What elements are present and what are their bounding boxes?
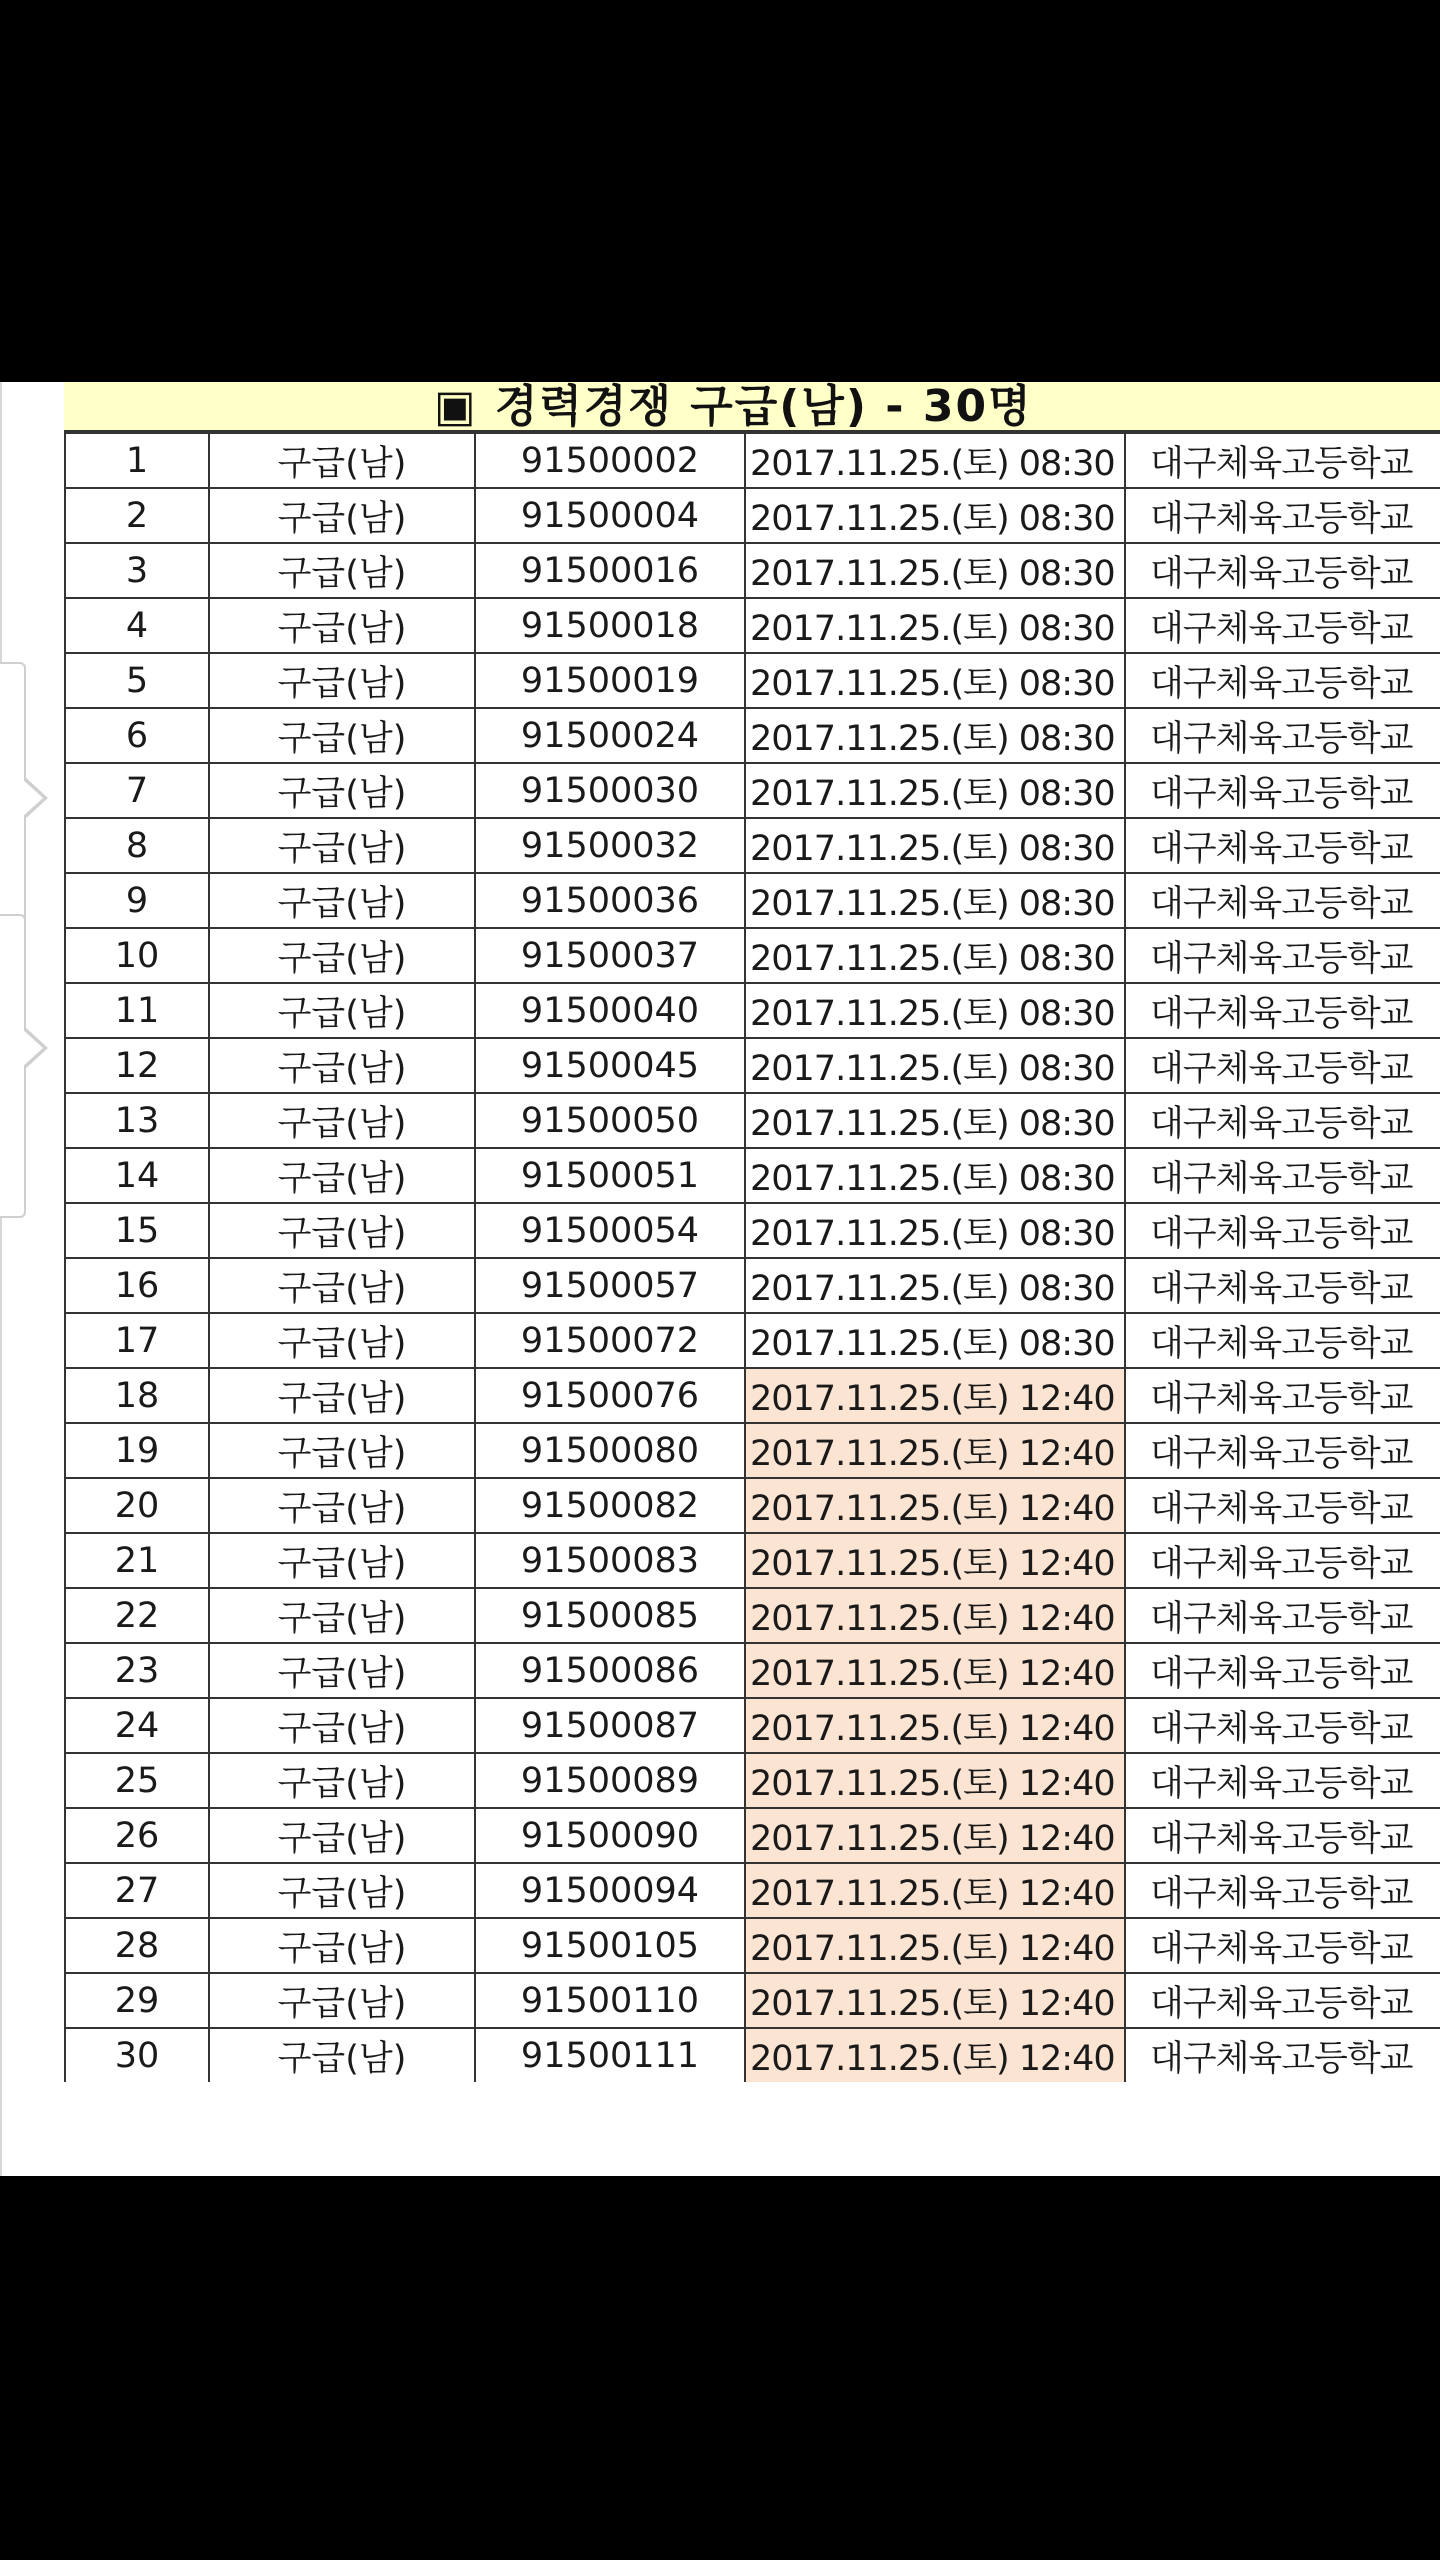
exam-number-cell: 91500105 <box>475 1918 745 1973</box>
exam-number-cell: 91500019 <box>475 653 745 708</box>
category-cell: 구급(남) <box>209 543 475 598</box>
location-cell: 대구체육고등학교 <box>1125 1478 1440 1533</box>
exam-number-cell: 91500050 <box>475 1093 745 1148</box>
row-number-cell: 6 <box>65 708 209 763</box>
location-cell: 대구체육고등학교 <box>1125 1203 1440 1258</box>
row-number-cell: 23 <box>65 1643 209 1698</box>
row-number-cell: 29 <box>65 1973 209 2028</box>
row-number-cell: 7 <box>65 763 209 818</box>
table-row <box>65 928 1440 983</box>
location-cell: 대구체육고등학교 <box>1125 1863 1440 1918</box>
row-number-cell: 13 <box>65 1093 209 1148</box>
row-number-cell: 3 <box>65 543 209 598</box>
location-cell: 대구체육고등학교 <box>1125 983 1440 1038</box>
datetime-cell: 2017.11.25.(토) 08:30 <box>745 983 1125 1038</box>
schedule-table-wrapper <box>64 382 1440 2082</box>
exam-number-cell: 91500072 <box>475 1313 745 1368</box>
exam-number-cell: 91500090 <box>475 1808 745 1863</box>
table-row <box>65 1478 1440 1533</box>
category-cell: 구급(남) <box>209 928 475 983</box>
location-cell: 대구체육고등학교 <box>1125 1038 1440 1093</box>
row-number-cell: 21 <box>65 1533 209 1588</box>
location-cell: 대구체육고등학교 <box>1125 598 1440 653</box>
category-cell: 구급(남) <box>209 873 475 928</box>
location-cell: 대구체육고등학교 <box>1125 873 1440 928</box>
datetime-cell: 2017.11.25.(토) 08:30 <box>745 928 1125 983</box>
exam-number-cell: 91500051 <box>475 1148 745 1203</box>
location-cell: 대구체육고등학교 <box>1125 1753 1440 1808</box>
exam-number-cell: 91500094 <box>475 1863 745 1918</box>
exam-number-cell: 91500086 <box>475 1643 745 1698</box>
category-cell: 구급(남) <box>209 708 475 763</box>
row-number-cell: 26 <box>65 1808 209 1863</box>
category-cell: 구급(남) <box>209 1423 475 1478</box>
exam-number-cell: 91500082 <box>475 1478 745 1533</box>
spreadsheet-image-viewer <box>0 382 1440 2176</box>
table-row <box>65 598 1440 653</box>
location-cell: 대구체육고등학교 <box>1125 488 1440 543</box>
category-cell: 구급(남) <box>209 653 475 708</box>
table-row <box>65 1973 1440 2028</box>
row-number-cell: 9 <box>65 873 209 928</box>
category-cell: 구급(남) <box>209 1588 475 1643</box>
table-row <box>65 1698 1440 1753</box>
exam-number-cell: 91500045 <box>475 1038 745 1093</box>
exam-number-cell: 91500083 <box>475 1533 745 1588</box>
datetime-cell: 2017.11.25.(토) 12:40 <box>745 1863 1125 1918</box>
datetime-cell: 2017.11.25.(토) 12:40 <box>745 1588 1125 1643</box>
category-cell: 구급(남) <box>209 1643 475 1698</box>
category-cell: 구급(남) <box>209 433 475 488</box>
location-cell: 대구체육고등학교 <box>1125 1423 1440 1478</box>
location-cell: 대구체육고등학교 <box>1125 708 1440 763</box>
exam-number-cell: 91500054 <box>475 1203 745 1258</box>
exam-number-cell: 91500004 <box>475 488 745 543</box>
schedule-table <box>64 432 1440 2082</box>
category-cell: 구급(남) <box>209 1973 475 2028</box>
row-number-cell: 30 <box>65 2028 209 2082</box>
exam-number-cell: 91500018 <box>475 598 745 653</box>
category-cell: 구급(남) <box>209 1258 475 1313</box>
category-cell: 구급(남) <box>209 1148 475 1203</box>
category-cell: 구급(남) <box>209 1313 475 1368</box>
location-cell: 대구체육고등학교 <box>1125 1588 1440 1643</box>
location-cell: 대구체육고등학교 <box>1125 1258 1440 1313</box>
exam-number-cell: 91500111 <box>475 2028 745 2082</box>
table-row <box>65 1093 1440 1148</box>
datetime-cell: 2017.11.25.(토) 12:40 <box>745 1478 1125 1533</box>
category-cell: 구급(남) <box>209 1863 475 1918</box>
row-number-cell: 20 <box>65 1478 209 1533</box>
table-row <box>65 2028 1440 2082</box>
row-number-cell: 2 <box>65 488 209 543</box>
exam-number-cell: 91500057 <box>475 1258 745 1313</box>
chevron-right-icon <box>24 1026 48 1070</box>
datetime-cell: 2017.11.25.(토) 08:30 <box>745 1203 1125 1258</box>
row-number-cell: 1 <box>65 433 209 488</box>
next-page-tab[interactable] <box>0 914 26 1218</box>
category-cell: 구급(남) <box>209 1753 475 1808</box>
table-row <box>65 873 1440 928</box>
category-cell: 구급(남) <box>209 763 475 818</box>
row-number-cell: 12 <box>65 1038 209 1093</box>
location-cell: 대구체육고등학교 <box>1125 1148 1440 1203</box>
location-cell: 대구체육고등학교 <box>1125 1643 1440 1698</box>
location-cell: 대구체육고등학교 <box>1125 2028 1440 2082</box>
location-cell: 대구체육고등학교 <box>1125 1808 1440 1863</box>
exam-number-cell: 91500024 <box>475 708 745 763</box>
category-cell: 구급(남) <box>209 1368 475 1423</box>
datetime-cell: 2017.11.25.(토) 08:30 <box>745 1093 1125 1148</box>
table-row <box>65 1753 1440 1808</box>
table-row <box>65 983 1440 1038</box>
chevron-right-icon <box>24 776 48 820</box>
exam-number-cell: 91500016 <box>475 543 745 598</box>
row-number-cell: 28 <box>65 1918 209 1973</box>
location-cell: 대구체육고등학교 <box>1125 818 1440 873</box>
category-cell: 구급(남) <box>209 983 475 1038</box>
location-cell: 대구체육고등학교 <box>1125 1698 1440 1753</box>
row-number-cell: 24 <box>65 1698 209 1753</box>
location-cell: 대구체육고등학교 <box>1125 763 1440 818</box>
category-cell: 구급(남) <box>209 1478 475 1533</box>
location-cell: 대구체육고등학교 <box>1125 433 1440 488</box>
datetime-cell: 2017.11.25.(토) 08:30 <box>745 873 1125 928</box>
category-cell: 구급(남) <box>209 1808 475 1863</box>
datetime-cell: 2017.11.25.(토) 08:30 <box>745 763 1125 818</box>
category-cell: 구급(남) <box>209 1203 475 1258</box>
table-row <box>65 1423 1440 1478</box>
row-number-cell: 18 <box>65 1368 209 1423</box>
row-number-cell: 17 <box>65 1313 209 1368</box>
category-cell: 구급(남) <box>209 1038 475 1093</box>
location-cell: 대구체육고등학교 <box>1125 1973 1440 2028</box>
table-row <box>65 1588 1440 1643</box>
table-row <box>65 653 1440 708</box>
row-number-cell: 11 <box>65 983 209 1038</box>
table-row <box>65 488 1440 543</box>
location-cell: 대구체육고등학교 <box>1125 1533 1440 1588</box>
table-row <box>65 543 1440 598</box>
row-number-cell: 5 <box>65 653 209 708</box>
category-cell: 구급(남) <box>209 2028 475 2082</box>
exam-number-cell: 91500087 <box>475 1698 745 1753</box>
location-cell: 대구체육고등학교 <box>1125 543 1440 598</box>
left-edge <box>0 382 2 2176</box>
exam-number-cell: 91500040 <box>475 983 745 1038</box>
row-number-cell: 25 <box>65 1753 209 1808</box>
row-number-cell: 16 <box>65 1258 209 1313</box>
table-row <box>65 433 1440 488</box>
datetime-cell: 2017.11.25.(토) 12:40 <box>745 1368 1125 1423</box>
category-cell: 구급(남) <box>209 488 475 543</box>
table-title: ▣ 경력경쟁 구급(남) - 30명 <box>434 382 1033 432</box>
exam-number-cell: 91500002 <box>475 433 745 488</box>
datetime-cell: 2017.11.25.(토) 08:30 <box>745 653 1125 708</box>
table-row <box>65 1368 1440 1423</box>
datetime-cell: 2017.11.25.(토) 08:30 <box>745 433 1125 488</box>
exam-number-cell: 91500036 <box>475 873 745 928</box>
table-row <box>65 1038 1440 1093</box>
datetime-cell: 2017.11.25.(토) 12:40 <box>745 1808 1125 1863</box>
datetime-cell: 2017.11.25.(토) 08:30 <box>745 1313 1125 1368</box>
table-row <box>65 1808 1440 1863</box>
datetime-cell: 2017.11.25.(토) 08:30 <box>745 708 1125 763</box>
exam-number-cell: 91500080 <box>475 1423 745 1478</box>
table-row <box>65 1918 1440 1973</box>
row-number-cell: 14 <box>65 1148 209 1203</box>
location-cell: 대구체육고등학교 <box>1125 1918 1440 1973</box>
row-number-cell: 10 <box>65 928 209 983</box>
datetime-cell: 2017.11.25.(토) 12:40 <box>745 1423 1125 1478</box>
datetime-cell: 2017.11.25.(토) 08:30 <box>745 1258 1125 1313</box>
datetime-cell: 2017.11.25.(토) 12:40 <box>745 2028 1125 2082</box>
datetime-cell: 2017.11.25.(토) 12:40 <box>745 1698 1125 1753</box>
exam-number-cell: 91500110 <box>475 1973 745 2028</box>
exam-number-cell: 91500076 <box>475 1368 745 1423</box>
location-cell: 대구체육고등학교 <box>1125 1313 1440 1368</box>
table-title-bar <box>64 382 1440 432</box>
location-cell: 대구체육고등학교 <box>1125 1368 1440 1423</box>
category-cell: 구급(남) <box>209 1533 475 1588</box>
row-number-cell: 15 <box>65 1203 209 1258</box>
table-row <box>65 1203 1440 1258</box>
location-cell: 대구체육고등학교 <box>1125 1093 1440 1148</box>
table-row <box>65 1148 1440 1203</box>
table-row <box>65 1258 1440 1313</box>
row-number-cell: 8 <box>65 818 209 873</box>
row-number-cell: 4 <box>65 598 209 653</box>
datetime-cell: 2017.11.25.(토) 08:30 <box>745 1148 1125 1203</box>
table-row <box>65 1643 1440 1698</box>
exam-number-cell: 91500089 <box>475 1753 745 1808</box>
category-cell: 구급(남) <box>209 1918 475 1973</box>
exam-number-cell: 91500085 <box>475 1588 745 1643</box>
table-row <box>65 1863 1440 1918</box>
table-row <box>65 1313 1440 1368</box>
datetime-cell: 2017.11.25.(토) 12:40 <box>745 1918 1125 1973</box>
previous-page-tab[interactable] <box>0 662 26 936</box>
datetime-cell: 2017.11.25.(토) 08:30 <box>745 1038 1125 1093</box>
datetime-cell: 2017.11.25.(토) 12:40 <box>745 1643 1125 1698</box>
category-cell: 구급(남) <box>209 1698 475 1753</box>
datetime-cell: 2017.11.25.(토) 08:30 <box>745 818 1125 873</box>
row-number-cell: 22 <box>65 1588 209 1643</box>
location-cell: 대구체육고등학교 <box>1125 653 1440 708</box>
location-cell: 대구체육고등학교 <box>1125 928 1440 983</box>
table-row <box>65 708 1440 763</box>
category-cell: 구급(남) <box>209 1093 475 1148</box>
datetime-cell: 2017.11.25.(토) 08:30 <box>745 598 1125 653</box>
exam-number-cell: 91500032 <box>475 818 745 873</box>
datetime-cell: 2017.11.25.(토) 12:40 <box>745 1753 1125 1808</box>
row-number-cell: 19 <box>65 1423 209 1478</box>
datetime-cell: 2017.11.25.(토) 12:40 <box>745 1973 1125 2028</box>
table-row <box>65 1533 1440 1588</box>
exam-number-cell: 91500037 <box>475 928 745 983</box>
table-row <box>65 818 1440 873</box>
datetime-cell: 2017.11.25.(토) 08:30 <box>745 543 1125 598</box>
row-number-cell: 27 <box>65 1863 209 1918</box>
table-row <box>65 763 1440 818</box>
exam-number-cell: 91500030 <box>475 763 745 818</box>
datetime-cell: 2017.11.25.(토) 12:40 <box>745 1533 1125 1588</box>
category-cell: 구급(남) <box>209 818 475 873</box>
category-cell: 구급(남) <box>209 598 475 653</box>
datetime-cell: 2017.11.25.(토) 08:30 <box>745 488 1125 543</box>
